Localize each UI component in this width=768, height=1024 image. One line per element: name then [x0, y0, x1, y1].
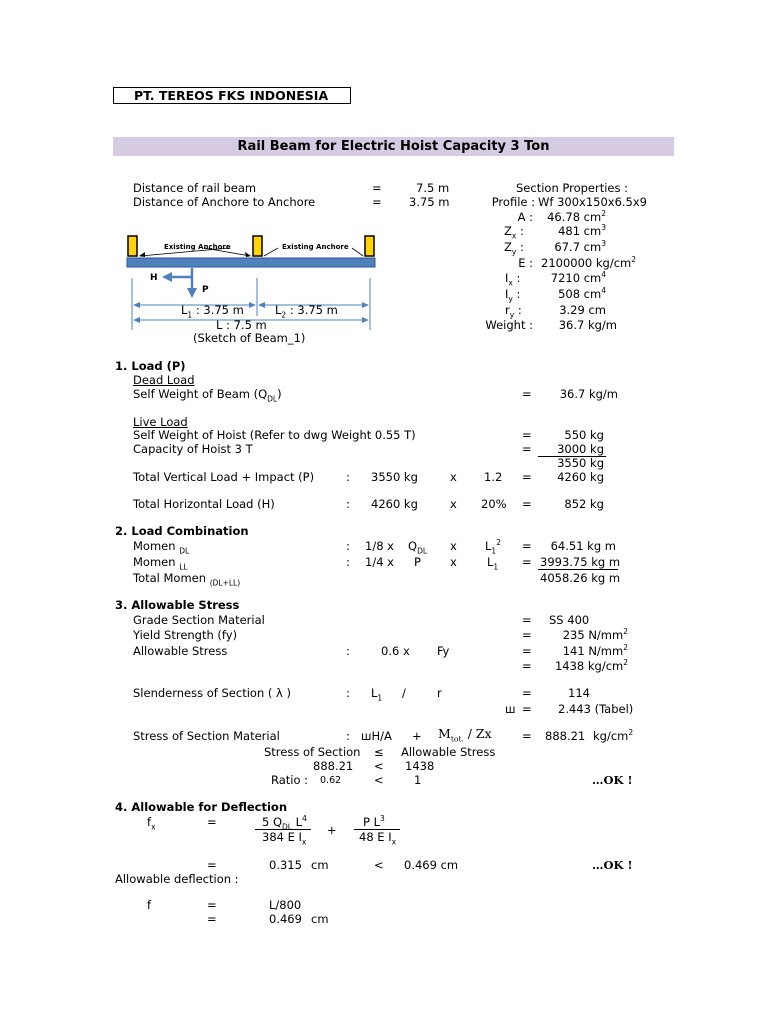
anchor-block [253, 236, 262, 256]
weight-label: Weight : [485, 318, 533, 332]
l1-symbol: $L_1$ [371, 686, 383, 703]
equals: = [522, 686, 532, 700]
zy-label: $Z_y$ : [504, 240, 524, 257]
le-symbol: ≤ [374, 745, 384, 759]
section-heading-deflection: 4. Allowable for Deflection [115, 800, 288, 814]
l1-squared: $L_1^2$ [485, 538, 501, 556]
times: x [450, 555, 457, 569]
dl-factor: 1/8 x [365, 539, 394, 553]
equals: = [522, 628, 532, 642]
deflection-limit: 0.469 cm [404, 858, 459, 872]
ll-factor: 1/4 x [365, 555, 394, 569]
ix-label: $I_x$ : [505, 271, 521, 288]
deflection-result: 0.315 [269, 858, 302, 872]
colon: : [346, 644, 350, 658]
grade-label: Grade Section Material [133, 613, 265, 627]
equals: = [372, 181, 382, 195]
fy-symbol: Fy [437, 644, 450, 658]
fraction-2-denominator: 48 E $I_x$ [359, 830, 397, 847]
capacity-label: Capacity of Hoist 3 T [133, 442, 253, 456]
total-vertical-value: 4260 kg [557, 470, 604, 484]
equals: = [207, 898, 217, 912]
fraction-2-numerator: P $L^3$ [363, 814, 385, 829]
total-horizontal-value: 852 kg [564, 497, 604, 511]
live-load-label: Live Load [133, 415, 188, 429]
zx-value: 481 $cm^3$ [558, 223, 606, 238]
allowable-label: Allowable Stress [133, 644, 228, 658]
plus: + [327, 823, 337, 837]
beam [127, 258, 375, 267]
page-title: Rail Beam for Electric Hoist Capacity 3 Ton [113, 137, 674, 156]
company-name: PT. TEREOS FKS INDONESIA [113, 87, 351, 104]
anchor-label-right: Existing Anchore [282, 243, 349, 251]
th-operand: 4260 kg [371, 497, 418, 511]
stress-term-1: шH/A [361, 729, 392, 743]
lt-symbol: < [374, 759, 384, 773]
section-heading-allowable: 3. Allowable Stress [115, 598, 240, 612]
equals: = [522, 539, 532, 553]
equals: = [207, 815, 217, 829]
allow-factor: 0.6 x [381, 644, 410, 658]
tv-operand: 3550 kg [371, 470, 418, 484]
equals: = [207, 858, 217, 872]
equals: = [522, 729, 532, 743]
allowable-stress-header: Allowable Stress [401, 745, 496, 759]
colon: : [346, 729, 350, 743]
yield-value: 235 $N/mm^2$ [562, 627, 628, 642]
momen-ll-value: 3993.75 kg m [540, 555, 621, 569]
l1-symbol: $L_1$ [487, 555, 499, 572]
e-label: E : [518, 256, 533, 270]
equals: = [207, 912, 217, 926]
stress-term-2: $M_{tot.}$ / Zx [438, 726, 492, 744]
f-value: 0.469 [269, 912, 302, 926]
section-heading-load: 1. Load (P) [115, 359, 186, 373]
p-label: P [202, 285, 209, 295]
slenderness-value: 114 [568, 686, 590, 700]
times: x [450, 497, 457, 511]
stress-unit: $kg/cm^2$ [593, 728, 634, 743]
e-value: 2100000 $kg/cm^2$ [541, 255, 637, 270]
slash: / [402, 686, 406, 700]
colon: : [346, 539, 350, 553]
lt-symbol: < [374, 858, 384, 872]
momen-ll-label: Momen $_{LL}$ [133, 555, 188, 572]
ratio-value: 0.62 [320, 775, 342, 786]
ok-status: …OK ! [592, 858, 633, 872]
h-label: H [150, 273, 158, 283]
times: x [450, 470, 457, 484]
profile-value: Wf 300x150x6.5x9 [538, 195, 647, 209]
fx-symbol: $f_x$ [147, 815, 156, 832]
times: x [450, 539, 457, 553]
self-weight-beam-value: 36.7 kg/m [559, 387, 618, 401]
f-unit: cm [311, 912, 329, 926]
allowable-value-kgcm: 1438 $kg/cm^2$ [554, 658, 628, 673]
equals: = [522, 470, 532, 484]
omega-symbol: ш [505, 702, 516, 716]
allowable-stress-number: 1438 [405, 759, 435, 773]
ratio-limit: 1 [414, 773, 422, 787]
iy-label: $I_y$ : [505, 287, 521, 304]
zx-label: $Z_x$ : [504, 224, 524, 241]
grade-value: SS 400 [549, 613, 590, 627]
equals: = [522, 387, 532, 401]
anchor-block [128, 236, 137, 256]
equals: = [522, 442, 532, 456]
colon: : [346, 497, 350, 511]
equals: = [522, 702, 532, 716]
deflection-unit: cm [311, 858, 329, 872]
zy-value: 67.7 $cm^3$ [554, 239, 606, 254]
stress-material-label: Stress of Section Material [133, 729, 280, 743]
l2-label: $L_2$ : 3.75 m [275, 303, 338, 320]
sum-line [538, 569, 618, 570]
l1-label: $L_1$ : 3.75 m [181, 303, 244, 320]
colon: : [346, 555, 350, 569]
profile-label: Profile : [491, 195, 535, 209]
self-weight-beam-label: Self Weight of Beam $(Q_{DL})$ [133, 387, 282, 404]
colon: : [346, 686, 350, 700]
qdl-symbol: $Q_{DL}$ [408, 539, 428, 556]
area-label: A : [517, 210, 533, 224]
fraction-1-numerator: 5 $Q_{DL}$ $L^4$ [262, 814, 307, 832]
ratio-label: Ratio : [271, 773, 309, 787]
self-weight-hoist-label: Self Weight of Hoist (Refer to dwg Weight 0.55 T) [133, 428, 416, 442]
section-properties-heading: Section Properties : [516, 181, 629, 195]
allowable-value-nmm: 141 $N/mm^2$ [562, 643, 628, 658]
iy-value: 508 $cm^4$ [558, 286, 606, 301]
allowable-deflection-label: Allowable deflection : [115, 872, 239, 886]
p-symbol: P [414, 555, 421, 569]
ix-value: 7210 $cm^4$ [550, 270, 606, 285]
capacity-value: 3000 kg [557, 442, 604, 456]
anchor-distance-value: 3.75 m [409, 195, 450, 209]
stress-of-section-value: 888.21 [313, 759, 354, 773]
stress-value: 888.21 [545, 729, 586, 743]
equals: = [372, 195, 382, 209]
total-vertical-label: Total Vertical Load + Impact (P) [133, 470, 315, 484]
equals: = [522, 555, 532, 569]
total-momen-label: Total Momen $_{(DL+LL)}$ [133, 571, 241, 588]
self-weight-hoist-value: 550 kg [564, 428, 604, 442]
equals: = [522, 613, 532, 627]
ry-value: 3.29 cm [559, 303, 606, 317]
load-subtotal: 3550 kg [557, 456, 604, 470]
rail-distance-value: 7.5 m [416, 181, 450, 195]
anchor-distance-label: Distance of Anchore to Anchore [133, 195, 316, 209]
plus: + [412, 729, 422, 743]
total-horizontal-label: Total Horizontal Load (H) [133, 497, 275, 511]
equals: = [522, 428, 532, 442]
momen-dl-value: 64.51 kg m [550, 539, 616, 553]
equals: = [522, 497, 532, 511]
equals: = [522, 659, 532, 673]
yield-label: Yield Strength (fy) [133, 628, 238, 642]
sketch-caption: (Sketch of Beam_1) [193, 331, 306, 345]
momen-dl-label: Momen $_{DL}$ [133, 539, 190, 556]
area-value: 46.78 $cm^2$ [547, 209, 606, 224]
omega-value: 2.443 (Tabel) [558, 702, 634, 716]
impact-factor: 1.2 [484, 470, 503, 484]
equals: = [522, 644, 532, 658]
weight-value: 36.7 kg/m [558, 318, 617, 332]
anchor-label-left: Existing Anchore [164, 243, 231, 251]
stress-of-section-label: Stress of Section [264, 745, 361, 759]
colon: : [346, 470, 350, 484]
ry-label: $r_y$ : [505, 303, 522, 320]
rail-distance-label: Distance of rail beam [133, 181, 257, 195]
lt-symbol: < [374, 773, 384, 787]
l-label: L : 7.5 m [216, 318, 267, 332]
slenderness-label: Slenderness of Section ( λ ) [133, 686, 291, 700]
ok-status: …OK ! [592, 773, 633, 787]
f-formula: L/800 [269, 898, 302, 912]
r-symbol: r [437, 686, 442, 700]
dead-load-label: Dead Load [133, 373, 195, 387]
anchor-block [365, 236, 374, 256]
horizontal-factor: 20% [481, 497, 507, 511]
f-symbol: f [147, 898, 152, 912]
section-heading-combination: 2. Load Combination [115, 524, 249, 538]
total-momen-value: 4058.26 kg m [540, 571, 621, 585]
fraction-1-denominator: 384 E $I_x$ [262, 830, 307, 847]
